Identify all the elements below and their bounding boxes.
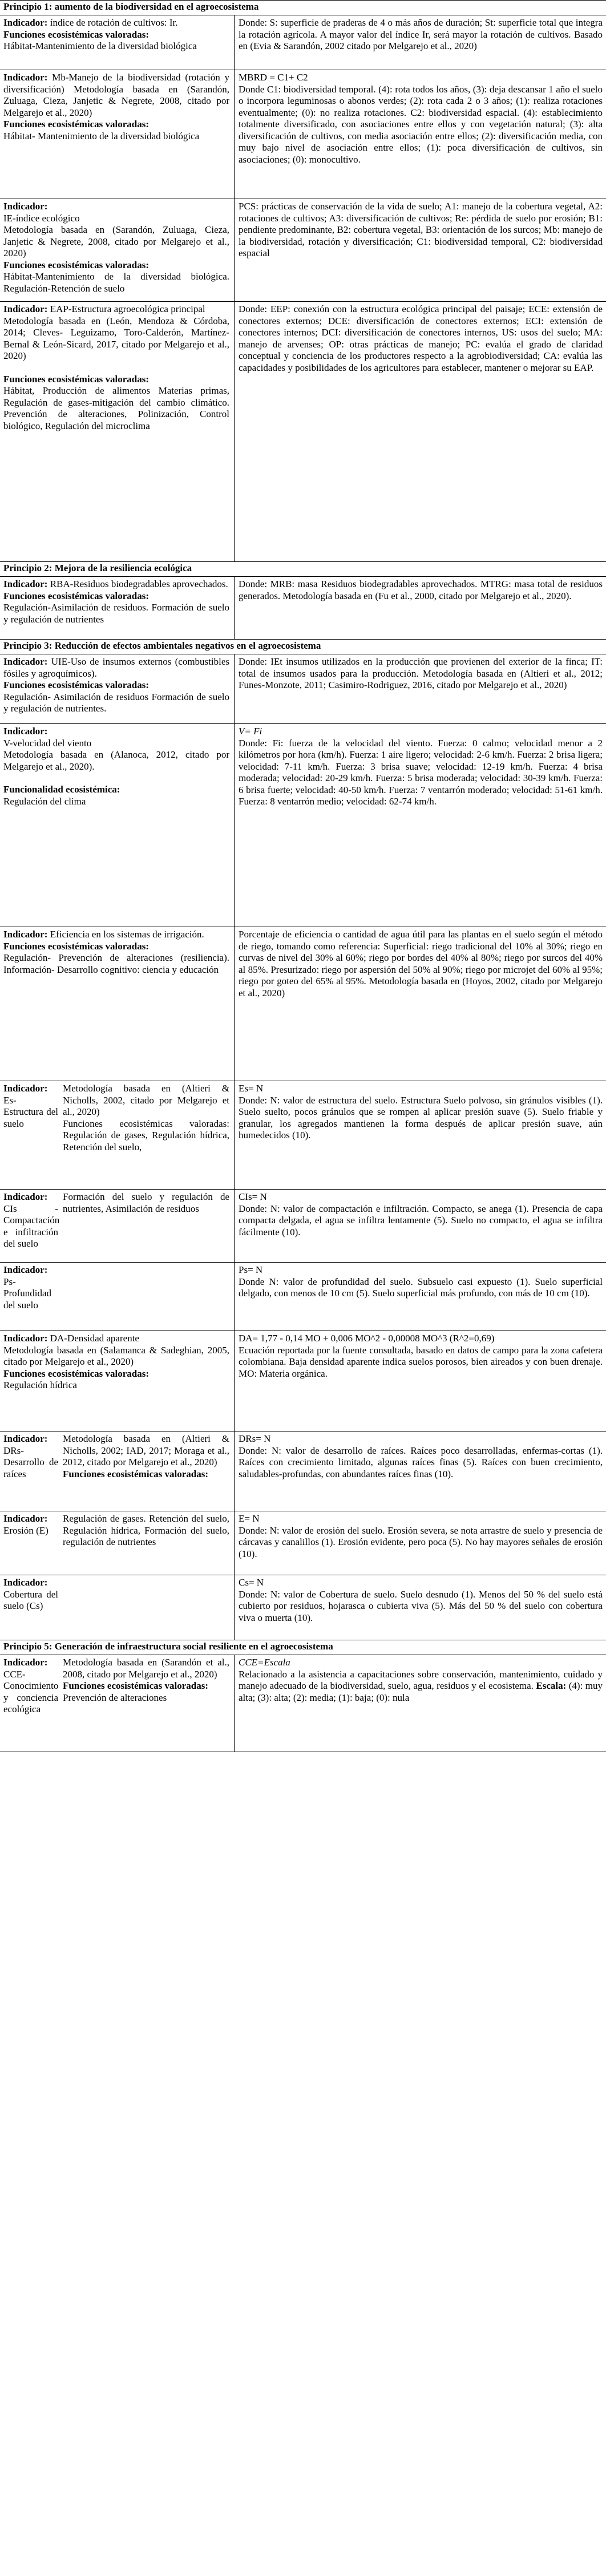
table-row	[0, 1081, 606, 1189]
formula: Cs= N	[239, 1577, 264, 1588]
principle-heading: Principio 5: Generación de infraestructura social resiliente en el agroecosistema	[0, 1640, 606, 1655]
description-cell: DRs= N Donde: N: valor de desarrollo de raíces. Raíces poco desarrolladas, enfermas-cortas (1). Raíces con crecimiento limitado, algunas raíces finas (5). Raíces con buen crecimiento, saludables-profundas, con abundantes raíces finas (10).	[239, 1433, 603, 1479]
table-row	[0, 1511, 606, 1575]
indicator-text: índice de rotación de cultivos: Ir.	[50, 17, 178, 28]
principle-heading: Principio 1: aumento de la biodiversidad en el agroecosistema	[0, 0, 606, 15]
table-row	[0, 15, 606, 70]
description-cell: Porcentaje de eficiencia o cantidad de agua útil para las plantas en el suelo según el método de riego, tomando como referencia: Superficial: riego tradicional del 10% al 30%; riego en curvas de nivel del 30% al 60%; riego por bordes del 40% al 80%; riego por surcos del 40% al 85%. Presurizado: riego por aspersión del 50% al 90%; riego por microjet del 60% al 95%; riego por goteo del 65% al 95%. Metodología basada en (Hoyos, 2002, citado por Melgarejo et al., 2020)	[239, 929, 603, 998]
description-cell: Donde: EEP: conexión con la estructura ecológica principal del paisaje; ECE: extensión de conectores externos; DCE: diversificación de conectores externos; ECI: extensión de conectores internos; DCI: diversificación de conectores internos, US: usos del suelo; MA: manejo de arvenses; OP: otras prácticas de manejo; PC: evalúa el grado de claridad conceptual y conciencia de los productores respecto a la agrobiodiversidad; CA: evalúa las capacidades y posibilidades de los agricultores para establecer, mantener o mejorar su EAP.	[239, 304, 603, 373]
indicator-cell: Indicador: Erosión (E) Regulación de gases. Retención del suelo, Regulación hídrica, Formación del suelo, regulación de nutrientes	[3, 1513, 229, 1547]
description-cell: Donde: S: superficie de praderas de 4 o más años de duración; St: superficie total que integra la rotación agrícola. A mayor valor del índice Ir, será mayor la rotación de cultivos. Basado en (Evia & Sarandón, 2002 citado por Melgarejo et al., 2020)	[239, 17, 603, 51]
formula: DRs= N	[239, 1433, 271, 1444]
table-row	[0, 301, 606, 561]
table-row	[0, 1431, 606, 1511]
formula: CCE=Escala	[239, 1657, 290, 1668]
indicator-cell: Indicador: Cobertura del suelo (Cs)	[3, 1577, 58, 1611]
indicator-cell: Indicador: UIE-Uso de insumos externos (combustibles fósiles y agroquímicos). Funciones ecosistémicas valoradas: Regulación- Asimilación de residuos Formación de suelo y regulación de nutrientes.	[3, 656, 229, 714]
principle-heading: Principio 3: Reducción de efectos ambientales negativos en el agroecosistema	[0, 639, 606, 654]
principle-heading: Principio 2: Mejora de la resiliencia ecológica	[0, 561, 606, 576]
description-cell: PCS: prácticas de conservación de la vida de suelo; A1: manejo de la cobertura vegetal, A2: rotaciones de cultivos; A3: diversificación de cultivos; Re: pérdida de suelo por erosión; B1: pendiente predominante, B2: cobertura vegetal, B3: orientación de los surcos; Mb: manejo de la biodiversidad, rotación y diversificación; C1: biodiversidad temporal, C2: biodiversidad espacial	[239, 201, 603, 258]
description-cell: DA= 1,77 - 0,14 MO + 0,006 MO^2 - 0,00008 MO^3 (R^2=0,69) Ecuación reportada por la fuente consultada, basado en datos de campo para la zona cafetera colombiana. Baja densidad aparente indica suelos porosos, bien aireados y con buen drenaje. MO: Materia orgánica.	[239, 1333, 603, 1379]
description-cell: E= N Donde: N: valor de erosión del suelo. Erosión severa, se nota arrastre de suelo y presencia de cárcavas y canalillos (1). Erosión evidente, pero poca (5). No hay mayores señales de erosión (10).	[239, 1513, 603, 1559]
formula: MBRD = C1+ C2	[239, 72, 308, 83]
description-cell: MBRD = C1+ C2 Donde C1: biodiversidad temporal. (4): rota todos los años, (3): deja descansar 1 año el suelo o incorpora leguminosas o abonos verdes; (2): rota cada 2 o 3 años; (1): realiza rotaciones eventualmente; (0): no realiza rotaciones. C2: biodiversidad espacial. (4): establecimiento totalmente diversificado, con asociaciones entre ellos y con vegetación natural; (3): alta diversificación de cultivos, con media asociación entre ellos; (2): diversificación media, con muy bajo nivel de asociación entre ellos; (1): poca diversificación de cultivos, sin asociaciones; (0): monocultivo.	[239, 72, 603, 165]
indicator-cell: Indicador: IE-índice ecológico Metodología basada en (Sarandón, Zuluaga, Cieza, Janjetic & Negrete, 2008, citado por Melgarejo et al., 2020) Funciones ecosistémicas valoradas: Hábitat-Mantenimiento de la diversidad biológica. Regulación-Retención de suelo	[3, 201, 229, 294]
description-cell: Donde: MRB: masa Residuos biodegradables aprovechados. MTRG: masa total de residuos generados. Metodología basada en (Fu et al., 2000, citado por Melgarejo et al., 2020).	[239, 579, 603, 601]
description-cell: Ps= N Donde N: valor de profundidad del suelo. Subsuelo casi expuesto (1). Suelo superficial delgado, con menos de 10 cm (5). Suelo superficial más profundo, con más de 10 cm (10).	[239, 1264, 603, 1299]
formula: E= N	[239, 1513, 260, 1524]
description-cell: V= Fi Donde: Fi: fuerza de la velocidad del viento. Fuerza: 0 calmo; velocidad menor a 2 kilómetros por hora (km/h). Fuerza: 1 aire ligero; velocidad: 2-6 km/h. Fuerza: 2 brisa ligera; velocidad: 7-11 km/h. Fuerza: 3 brisa suave; velocidad: 12-19 km/h. Fuerza: 4 brisa moderada; velocidad: 20-29 km/h. Fuerza: 5 brisa moderada; velocidad: 30-39 km/h. Fuerza: 6 brisa fuerte; velocidad: 40-50 km/h. Fuerza: 7 ventarrón moderado; velocidad: 51-61 km/h. Fuerza: 8 ventarrón medio; velocidad: 62-74 km/h.	[239, 726, 603, 807]
column-divider	[234, 576, 235, 639]
table-row	[0, 927, 606, 1081]
indicator-cell: Indicador: CCE- Conocimiento y conciencia ecológica Metodología basada en (Sarandón et al., 2008, citado por Melgarejo et al., 2020) Funciones ecosistémicas valoradas: Prevención de alteraciones	[3, 1657, 229, 1714]
indicator-cell: Indicador: Eficiencia en los sistemas de irrigación. Funciones ecosistémicas valoradas: Regulación- Prevención de alteraciones (resiliencia). Información- Desarrollo cognitivo: ciencia y educación	[3, 929, 229, 975]
formula: DA= 1,77 - 0,14 MO + 0,006 MO^2 - 0,00008 MO^3 (R^2=0,69)	[239, 1333, 495, 1344]
description-cell: CIs= N Donde: N: valor de compactación e infiltración. Compacto, se anega (1). Presencia de capa compacta delgada, el agua se infiltra lentamente (5). Suelo no compacto, el agua se infiltra fácilmente (10).	[239, 1191, 603, 1238]
table-row	[0, 576, 606, 639]
column-divider	[234, 1655, 235, 1752]
table-row	[0, 70, 606, 199]
formula: Ps= N	[239, 1264, 263, 1275]
indicator-cell: Indicador: Ps- Profundidad del suelo	[3, 1264, 52, 1311]
indicator-cell: Indicador: DA-Densidad aparente Metodología basada en (Salamanca & Sadeghian, 2005, citado por Melgarejo et al., 2020) Funciones ecosistémicas valoradas: Regulación hídrica	[3, 1333, 229, 1390]
description-cell: Cs= N Donde: N: valor de Cobertura de suelo. Suelo desnudo (1). Menos del 50 % del suelo está cubierto por residuos, hojarasca o cubierta viva (5). Más del 50 % del suelo con cobertura viva o muerta (10).	[239, 1577, 603, 1623]
table-row	[0, 1575, 606, 1640]
description-cell: CCE=Escala Relacionado a la asistencia a capacitaciones sobre conservación, mantenimiento, cuidado y manejo adecuado de la biodiversidad, suelo, agua, residuos y el ecosistema. Escala: (4): muy alta; (3): alta; (2): media; (1): baja; (0): nula	[239, 1657, 603, 1703]
indicator-cell: Indicador: índice de rotación de cultivos: Ir. Funciones ecosistémicas valoradas: Hábitat-Mantenimiento de la diversidad biológica	[3, 17, 229, 52]
indicator-cell: Indicador: Mb-Manejo de la biodiversidad (rotación y diversificación) Metodología basada en (Sarandón, Zuluaga, Cieza, Janjetic & Negrete, 2008, citado por Melgarejo et al., 2020) Funciones ecosistémicas valoradas: Hábitat- Mantenimiento de la diversidad biológica	[3, 72, 230, 141]
functions-text: Hábitat-Mantenimiento de la diversidad biológica	[3, 41, 197, 51]
table-row	[0, 1262, 606, 1331]
indicator-cell: Indicador: EAP-Estructura agroecológica principal Metodología basada en (León, Mendoza & Córdoba, 2014; Cleves- Leguizamo, Toro-Calderón, Martínez-Bernal & León-Sicard, 2017, citado por Melgarejo et al., 2020) Funciones ecosistémicas valoradas: Hábitat, Producción de alimentos Materias primas, Regulación de gases-mitigación del cambio climático. Prevención de alteraciones, Polinización, Control biológico, Regulación del microclima	[3, 304, 229, 431]
formula: V= Fi	[239, 726, 262, 737]
description-cell: Es= N Donde: N: valor de estructura del suelo. Estructura Suelo polvoso, sin gránulos visibles (1). Suelo suelto, pocos gránulos que se rompen al aplicar presión suave (5). Suelo friable y granular, los agregados mantienen la forma después de aplicar presión suave, aún humedecidos (10).	[239, 1083, 603, 1141]
indicator-cell: Indicador: RBA-Residuos biodegradables aprovechados. Funciones ecosistémicas valoradas: Regulación-Asimilación de residuos. Formación de suelo y regulación de nutrientes	[3, 579, 229, 625]
indicator-cell: Indicador: CIs -Compactación e infiltración del suelo Formación del suelo y regulación de nutrientes, Asimilación de residuos	[3, 1191, 229, 1249]
formula: Es= N	[239, 1083, 264, 1094]
description-cell: Donde: IEt insumos utilizados en la producción que provienen del exterior de la finca; IT: total de insumos usados para la producción. Metodología basada en (Altieri et al., 2012; Funes-Monzote, 2011; Casimiro-Rodriguez, 2016, citado por Melgarejo et al., 2020)	[239, 656, 603, 690]
formula: CIs= N	[239, 1191, 267, 1202]
indicator-cell: Indicador: DRs- Desarrollo de raíces Metodología basada en (Altieri & Nicholls, 2002; IAD, 2017; Moraga et al., 2012, citado por Melgarejo et al., 2020) Funciones ecosistémicas valoradas:	[3, 1433, 229, 1479]
table-row	[0, 199, 606, 301]
table-row	[0, 1655, 606, 1752]
table-row	[0, 1189, 606, 1262]
indicator-cell: Indicador: V-velocidad del viento Metodología basada en (Alanoca, 2012, citado por Melgarejo et al., 2020). Funcionalidad ecosistémica: Regulación del clima	[3, 726, 229, 807]
table-row	[0, 723, 606, 927]
table-row	[0, 654, 606, 723]
column-divider	[234, 654, 235, 1640]
column-divider	[234, 15, 235, 561]
indicator-cell: Indicador: Es- Estructura del suelo Metodología basada en (Altieri & Nicholls, 2002, citado por Melgarejo et al., 2020) Funciones ecosistémicas valoradas: Regulación de gases, Regulación hídrica, Retención del suelo,	[3, 1083, 229, 1152]
table-row	[0, 1331, 606, 1431]
